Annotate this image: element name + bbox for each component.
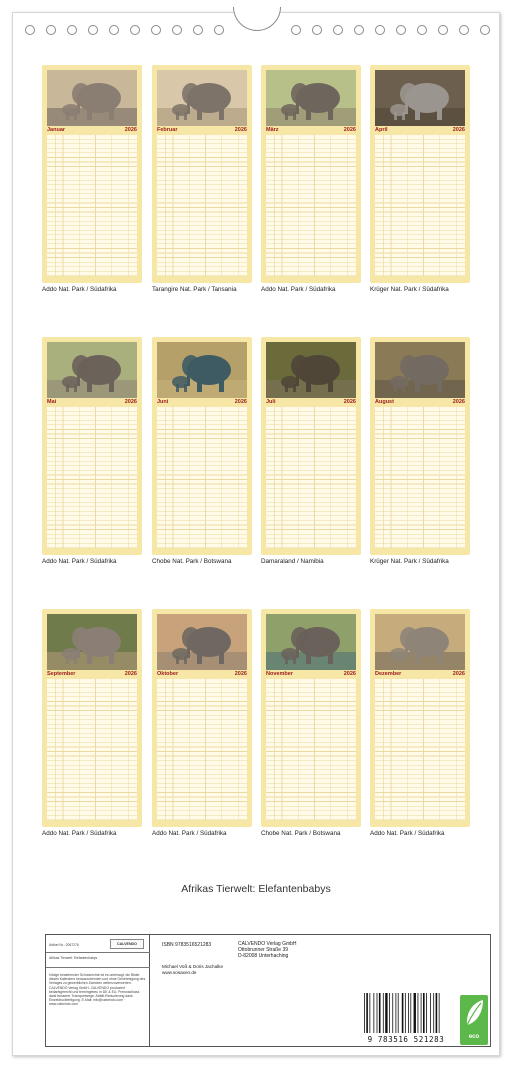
publisher-city: D-82008 Unterhaching — [238, 953, 289, 959]
photo-caption: Damaraland / Namibia — [261, 558, 324, 565]
elephant-photo — [47, 342, 137, 398]
day-grid — [375, 679, 465, 820]
month-header — [266, 399, 356, 407]
month-name: Januar — [47, 127, 66, 133]
divider — [46, 952, 150, 953]
month-name: Dezember — [375, 671, 402, 677]
binding-ring — [193, 25, 203, 35]
publisher-logo: CALVENDO — [110, 939, 144, 949]
elephant-photo — [47, 614, 137, 670]
month-name: April — [375, 127, 388, 133]
divider — [46, 967, 150, 968]
month-card-4 — [370, 65, 470, 283]
binding-ring — [67, 25, 77, 35]
month-header — [266, 127, 356, 135]
elephant-photo — [375, 342, 465, 398]
month-header — [375, 671, 465, 679]
imprint-box — [45, 934, 491, 1047]
month-name: Juli — [266, 399, 276, 405]
month-year: 2026 — [234, 671, 247, 677]
photo-caption: Chobe Nat. Park / Botswana — [261, 830, 341, 837]
month-year: 2026 — [343, 399, 356, 405]
month-year: 2026 — [234, 399, 247, 405]
month-card-3 — [261, 65, 361, 283]
binding-ring — [130, 25, 140, 35]
binding-ring — [25, 25, 35, 35]
authors — [162, 964, 223, 975]
elephant-photo — [157, 70, 247, 126]
month-header — [47, 399, 137, 407]
day-grid — [47, 679, 137, 820]
binding-ring — [46, 25, 56, 35]
elephant-image-icon — [47, 70, 137, 126]
elephant-photo — [47, 70, 137, 126]
month-card-6 — [152, 337, 252, 555]
elephant-image-icon — [266, 614, 356, 670]
elephant-photo — [266, 342, 356, 398]
binding-ring — [312, 25, 322, 35]
day-grid — [157, 135, 247, 276]
binding-ring — [333, 25, 343, 35]
leaf-icon — [460, 995, 488, 1031]
month-card-10 — [152, 609, 252, 827]
binding-ring — [375, 25, 385, 35]
binding-ring — [459, 25, 469, 35]
month-header — [47, 127, 137, 135]
month-card-11 — [261, 609, 361, 827]
day-grid — [47, 407, 137, 548]
publisher-street: Ottobrunner Straße 39 — [238, 947, 289, 953]
day-grid — [157, 679, 247, 820]
elephant-image-icon — [157, 614, 247, 670]
binding-ring — [396, 25, 406, 35]
calendar-title: Afrikas Tierwelt: Elefantenbabys — [181, 883, 331, 895]
publisher-name: CALVENDO Verlag GmbH — [238, 941, 297, 947]
day-grid — [266, 135, 356, 276]
article-number: Artikel Nr.: 2067276 — [49, 943, 79, 947]
month-header — [375, 399, 465, 407]
elephant-image-icon — [47, 342, 137, 398]
month-card-9 — [42, 609, 142, 827]
photo-caption: Krüger Nat. Park / Südafrika — [370, 286, 449, 293]
binding-ring — [109, 25, 119, 35]
imprint-calendar-name: Afrikas Tierwelt: Elefantenbabys — [49, 956, 98, 960]
month-year: 2026 — [452, 399, 465, 405]
binding-ring — [291, 25, 301, 35]
day-grid — [266, 679, 356, 820]
eco-label: eco — [468, 1034, 480, 1040]
elephant-image-icon — [266, 70, 356, 126]
month-header — [157, 399, 247, 407]
month-year: 2026 — [124, 399, 137, 405]
barcode-icon — [358, 993, 454, 1035]
month-header — [375, 127, 465, 135]
month-card-8 — [370, 337, 470, 555]
day-grid — [375, 135, 465, 276]
month-name: November — [266, 671, 293, 677]
month-card-2 — [152, 65, 252, 283]
month-name: August — [375, 399, 394, 405]
authors-website: www.sosaxen.de — [162, 969, 197, 975]
month-year: 2026 — [124, 671, 137, 677]
month-header — [157, 127, 247, 135]
day-grid — [157, 407, 247, 548]
photo-caption: Addo Nat. Park / Südafrika — [261, 286, 336, 293]
month-header — [266, 671, 356, 679]
binding-ring — [480, 25, 490, 35]
elephant-photo — [375, 614, 465, 670]
month-card-5 — [42, 337, 142, 555]
elephant-photo — [157, 342, 247, 398]
photo-caption: Tarangire Nat. Park / Tansania — [152, 286, 237, 293]
eco-badge — [460, 995, 488, 1045]
publisher-address — [238, 941, 297, 959]
elephant-image-icon — [47, 614, 137, 670]
barcode-digits: 9 783516 521283 — [367, 1035, 445, 1044]
photo-caption: Addo Nat. Park / Südafrika — [42, 558, 117, 565]
month-year: 2026 — [343, 127, 356, 133]
month-year: 2026 — [452, 671, 465, 677]
elephant-image-icon — [157, 70, 247, 126]
elephant-photo — [157, 614, 247, 670]
month-name: Juni — [157, 399, 169, 405]
month-year: 2026 — [452, 127, 465, 133]
elephant-photo — [266, 70, 356, 126]
binding-ring — [417, 25, 427, 35]
elephant-image-icon — [375, 614, 465, 670]
photo-caption: Addo Nat. Park / Südafrika — [370, 830, 445, 837]
binding-ring — [88, 25, 98, 35]
month-header — [157, 671, 247, 679]
photo-caption: Krüger Nat. Park / Südafrika — [370, 558, 449, 565]
month-year: 2026 — [234, 127, 247, 133]
month-card-1 — [42, 65, 142, 283]
binding-ring — [172, 25, 182, 35]
day-grid — [266, 407, 356, 548]
isbn: ISBN 9783516521283 — [162, 942, 212, 948]
day-grid — [375, 407, 465, 548]
binding-ring — [214, 25, 224, 35]
month-header — [47, 671, 137, 679]
month-name: September — [47, 671, 76, 677]
elephant-image-icon — [266, 342, 356, 398]
month-card-12 — [370, 609, 470, 827]
month-name: Mai — [47, 399, 57, 405]
elephant-image-icon — [157, 342, 247, 398]
photo-caption: Addo Nat. Park / Südafrika — [42, 830, 117, 837]
binding-ring — [151, 25, 161, 35]
month-name: Februar — [157, 127, 178, 133]
calendar-page — [12, 12, 500, 1056]
photo-caption: Addo Nat. Park / Südafrika — [42, 286, 117, 293]
month-year: 2026 — [343, 671, 356, 677]
isbn-barcode — [358, 993, 454, 1045]
elephant-image-icon — [375, 342, 465, 398]
binding-ring — [354, 25, 364, 35]
elephant-photo — [375, 70, 465, 126]
photo-caption: Chobe Nat. Park / Botswana — [152, 558, 232, 565]
month-name: Oktober — [157, 671, 179, 677]
legal-notice: Infolge bestehender Schutzrechte ist es untersagt, die Bilder dieses Kalenders herauszutrennen und ohne Genehmigung des Verlages zu gewerblichen Zwecken weiterzuverwerten. CALVENDO Verlag GmbH. CALVENDO produziert bedarfsgerecht und termingetreu in DE & EU. Preisnachlass dank besserer Transportwege. Abfall-Reduzierung dank Einzeldruckfertigung. E-Mail: info@calvendo.com · www.calvendo.com — [49, 973, 146, 1007]
binding-ring — [438, 25, 448, 35]
month-card-7 — [261, 337, 361, 555]
day-grid — [47, 135, 137, 276]
elephant-image-icon — [375, 70, 465, 126]
month-name: März — [266, 127, 279, 133]
month-year: 2026 — [124, 127, 137, 133]
elephant-photo — [266, 614, 356, 670]
imprint-left-column — [46, 935, 150, 1046]
photo-caption: Addo Nat. Park / Südafrika — [152, 830, 227, 837]
authors-names: Michael Voß & Doris Jachalke — [162, 964, 224, 969]
